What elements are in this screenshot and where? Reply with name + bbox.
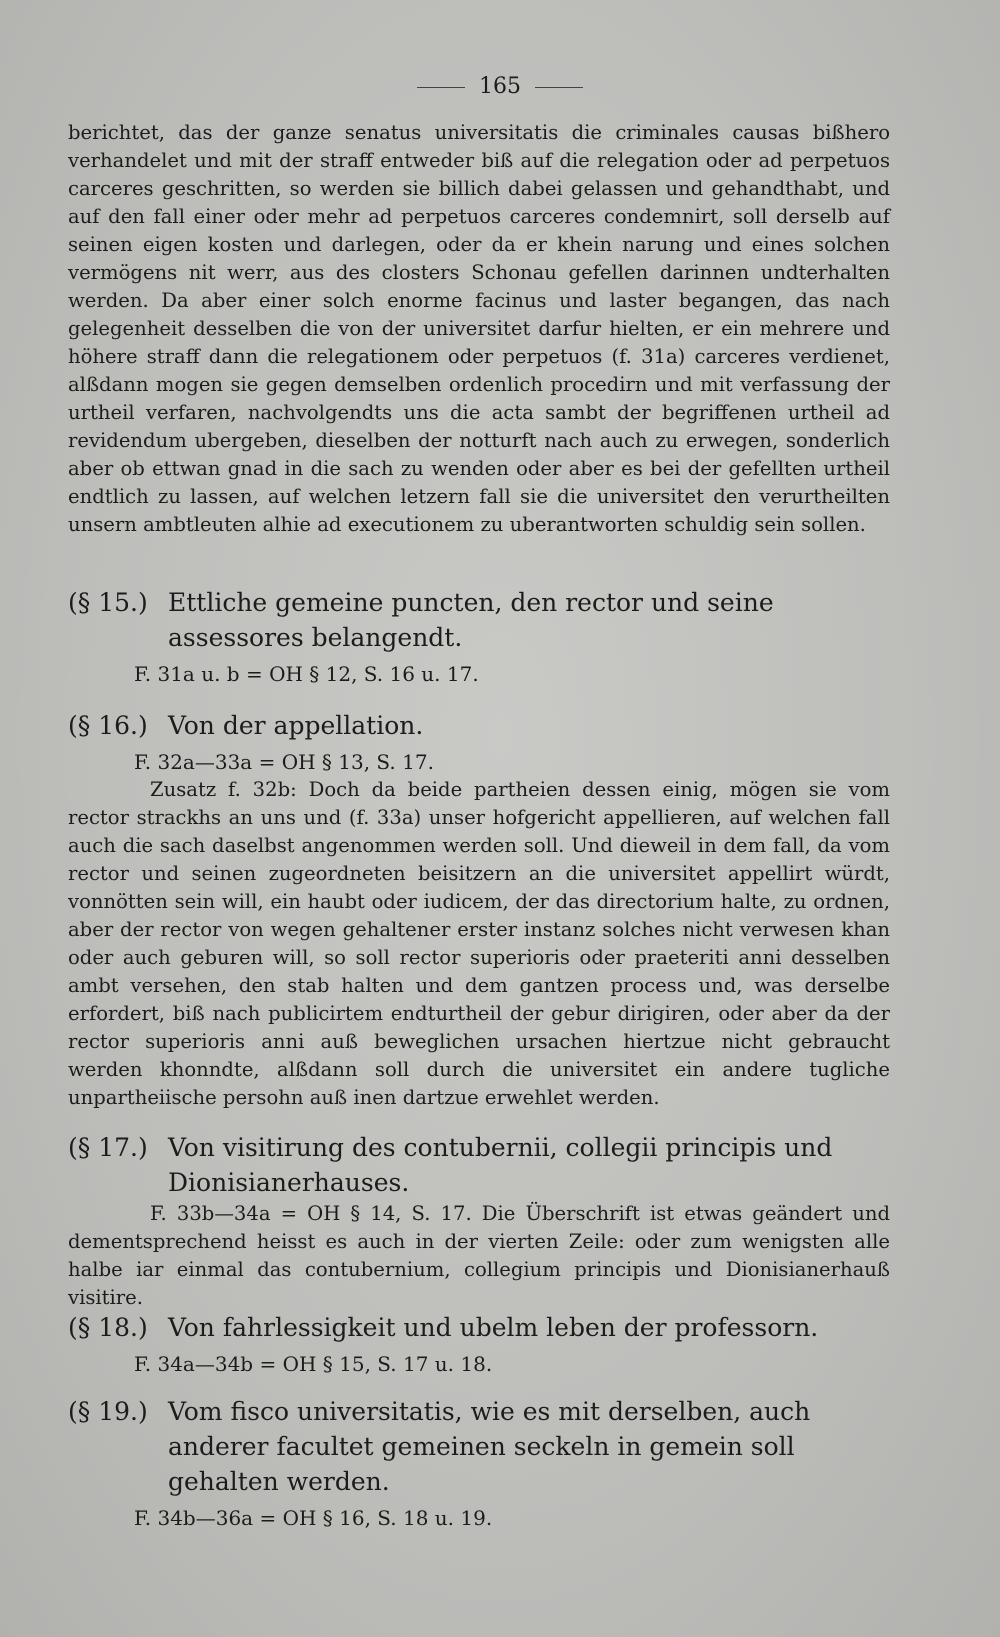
page-number-right-rule xyxy=(535,87,583,88)
section-16 xyxy=(68,708,898,1112)
section-title: Von visitirung des contubernii, collegii principis und Dionisianerhauses. xyxy=(168,1133,833,1197)
section-number: (§ 18.) xyxy=(68,1313,148,1342)
section-15 xyxy=(68,585,898,688)
section-17 xyxy=(68,1130,898,1312)
section-reference: F. 31a u. b = OH § 12, S. 16 u. 17. xyxy=(134,662,479,686)
section-heading xyxy=(68,1130,898,1200)
section-title: Vom fisco universitatis, wie es mit derselben, auch anderer facultet gemeinen seckeln in gemein soll gehalten werden. xyxy=(168,1397,811,1496)
section-addition xyxy=(68,776,890,1112)
section-number: (§ 16.) xyxy=(68,711,148,740)
section-heading xyxy=(68,1310,898,1345)
section-number: (§ 19.) xyxy=(68,1397,148,1426)
section-reference-note xyxy=(68,1200,890,1312)
page-number-text: 165 xyxy=(479,74,521,99)
page-number xyxy=(0,74,1000,99)
section-title: Ettliche gemeine puncten, den rector und seine assessores belangendt. xyxy=(168,588,774,652)
page-number-left-rule xyxy=(417,87,465,88)
section-reference: F. 33b—34a = OH § 14, S. 17. xyxy=(150,1202,472,1225)
section-title: Von fahrlessigkeit und ubelm leben der professorn. xyxy=(168,1313,819,1342)
section-title: Von der appellation. xyxy=(168,711,424,740)
section-heading xyxy=(68,585,898,655)
section-number: (§ 15.) xyxy=(68,588,148,617)
section-reference: F. 32a—33a = OH § 13, S. 17. xyxy=(134,750,434,774)
section-heading xyxy=(68,1394,898,1499)
reference-note-text: Die Überschrift ist etwas geändert und dementsprechend heisst es auch in der vierten Zeile: oder zum wenigsten alle halbe iar einmal das contubernium, collegium principis und Dionisianerhauß visitire. xyxy=(68,1202,890,1309)
section-number: (§ 17.) xyxy=(68,1133,148,1162)
intro-paragraph: berichtet, das der ganze senatus universitatis die criminales causas bißhero verhandelet und mit der straff entweder biß auf die relegation oder ad perpetuos carceres geschritten, so werden sie billich dabei gelassen und gehandthabt, und auf den fall einer oder mehr ad perpetuos carceres condemnirt, soll derselb auf seinen eigen kosten und darlegen, oder da er khein narung und eines solchen vermögens nit werr, aus des closters Schonau gefellen darinnen undterhalten werden. Da aber einer solch enorme facinus und laster begangen, das nach gelegenheit desselben die von der universitet darfur hielten, er ein mehrere und höhere straff dann die relegationem oder perpetuos (f. 31a) carceres verdienet, alßdann mogen sie gegen demselben ordenlich procedirn und mit verfassung der urtheil verfaren, nachvolgendts uns die acta sambt der begriffenen urtheil ad revidendum ubergeben, dieselben der notturft nach auch zu erwegen, sonderlich aber ob ettwan gnad in die sach zu wenden oder aber es bei der gefellten urtheil endtlich zu lassen, auf welchen letzern fall sie die universitet den verurtheilten unsern ambtleuten alhie ad executionem zu uberantworten schuldig sein sollen. xyxy=(68,121,890,536)
section-19 xyxy=(68,1394,898,1532)
addition-text: Doch da beide partheien dessen einig, mögen sie vom rector strackhs an uns und (f. 33a) unser hofgericht appellieren, auf welchen fall auch die sach daselbst angenommen werden soll. Und dieweil in dem fall, da vom rector und seinen zugeordneten beisitzern an die universitet appellirt würdt, vonnötten sein will, ein haubt oder iudicem, der das directorium halte, zu ordnen, aber der rector von wegen gehaltener erster instanz solches nicht verwesen khan oder auch geburen will, so soll rector superioris oder praeteriti anni desselben ambt versehen, den stab halten und dem gantzen process und, was derselbe erfordert, biß nach publicirtem endturtheil der gebur dirigiren, oder aber da der rector superioris anni auß beweglichen ursachen hiertzue nicht gebraucht werden khonndte, alßdann soll durch die universitet ein andere tugliche unpartheiische persohn auß inen dartzue erwehlet werden. xyxy=(68,778,890,1109)
section-heading xyxy=(68,708,898,743)
addition-lead: Zusatz f. 32b: xyxy=(150,778,297,801)
section-reference: F. 34b—36a = OH § 16, S. 18 u. 19. xyxy=(134,1506,493,1530)
section-reference: F. 34a—34b = OH § 15, S. 17 u. 18. xyxy=(134,1352,493,1376)
section-18 xyxy=(68,1310,898,1378)
